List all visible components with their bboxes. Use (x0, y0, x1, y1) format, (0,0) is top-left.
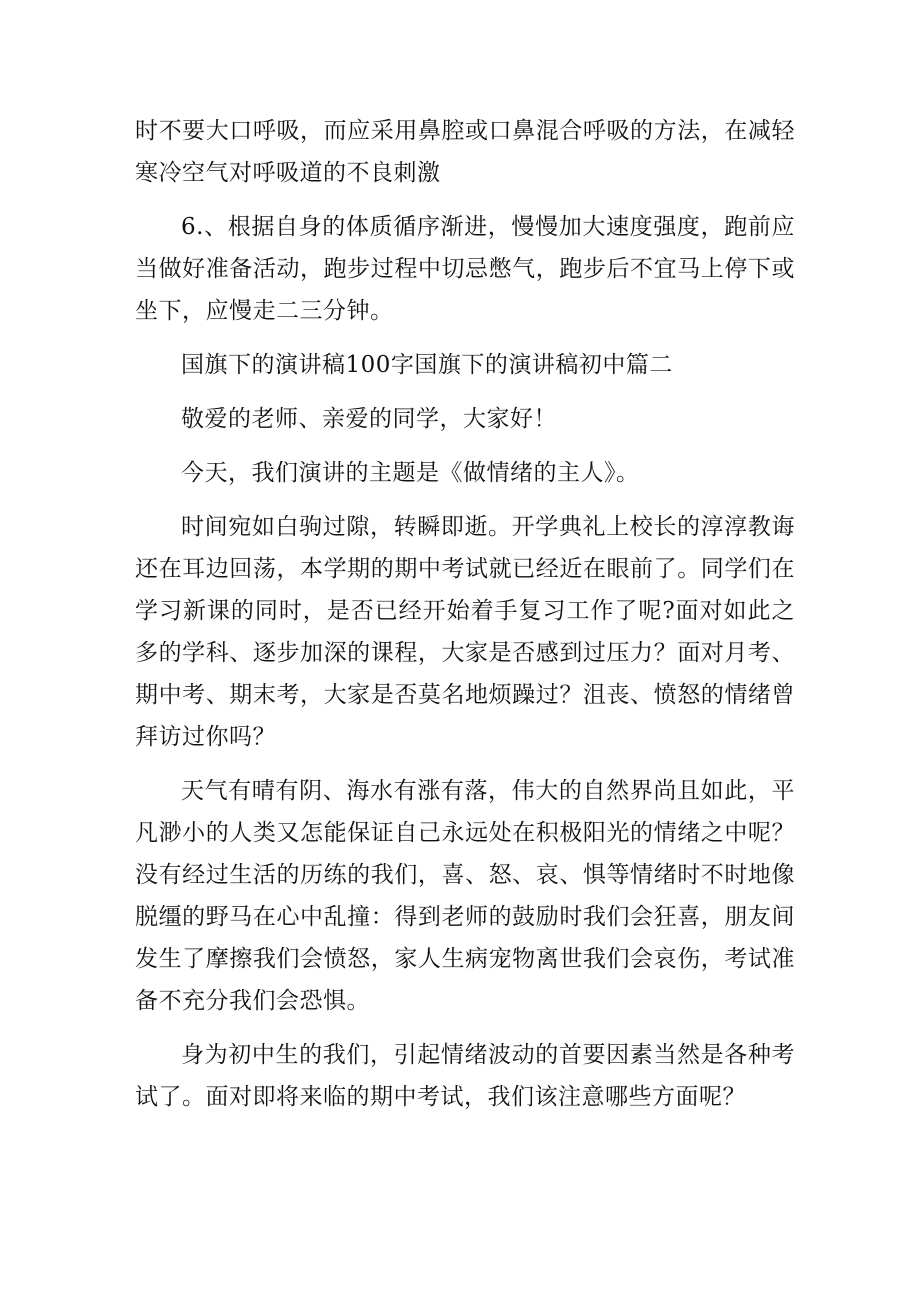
speech-topic: 今天，我们演讲的主题是《做情绪的主人》。 (181, 460, 640, 486)
paragraph-breathing-tip: 时不要大口呼吸，而应采用鼻腔或口鼻混合呼吸的方法，在减轻寒冷空气对呼吸道的不良刺激 (135, 118, 795, 186)
section-title: 国旗下的演讲稿100字国旗下的演讲稿初中篇二 (181, 352, 673, 378)
paragraph-time-flies: 时间宛如白驹过隙，转瞬即逝。开学典礼上校长的淳淳教诲还在耳边回荡，本学期的期中考试就已经近在眼前了。同学们在学习新课的同时，是否已经开始着手复习工作了呢?面对如此之多的学科、逐步加深的课程，大家是否感到过压力？面对月考、期中考、期末考，大家是否莫名地烦躁过？沮丧、愤怒的情绪曾拜访过你吗？ (135, 514, 795, 750)
document-body (135, 110, 795, 1118)
paragraph-running-tip: 6.、根据自身的体质循序渐进，慢慢加大速度强度，跑前应当做好准备活动，跑步过程中切忌憋气，跑步后不宜马上停下或坐下，应慢走二三分钟。 (135, 214, 795, 324)
greeting: 敬爱的老师、亲爱的同学，大家好！ (181, 406, 557, 432)
paragraph-emotions: 天气有晴有阴、海水有涨有落，伟大的自然界尚且如此，平凡渺小的人类又怎能保证自己永远处在积极阳光的情绪之中呢？没有经过生活的历练的我们，喜、怒、哀、惧等情绪时不时地像脱缰的野马在心中乱撞：得到老师的鼓励时我们会狂喜，朋友间发生了摩擦我们会愤怒，家人生病宠物离世我们会哀伤，考试准备不充分我们会恐惧。 (135, 778, 795, 1014)
paragraph-exams: 身为初中生的我们，引起情绪波动的首要因素当然是各种考试了。面对即将来临的期中考试，我们该注意哪些方面呢？ (135, 1042, 795, 1110)
